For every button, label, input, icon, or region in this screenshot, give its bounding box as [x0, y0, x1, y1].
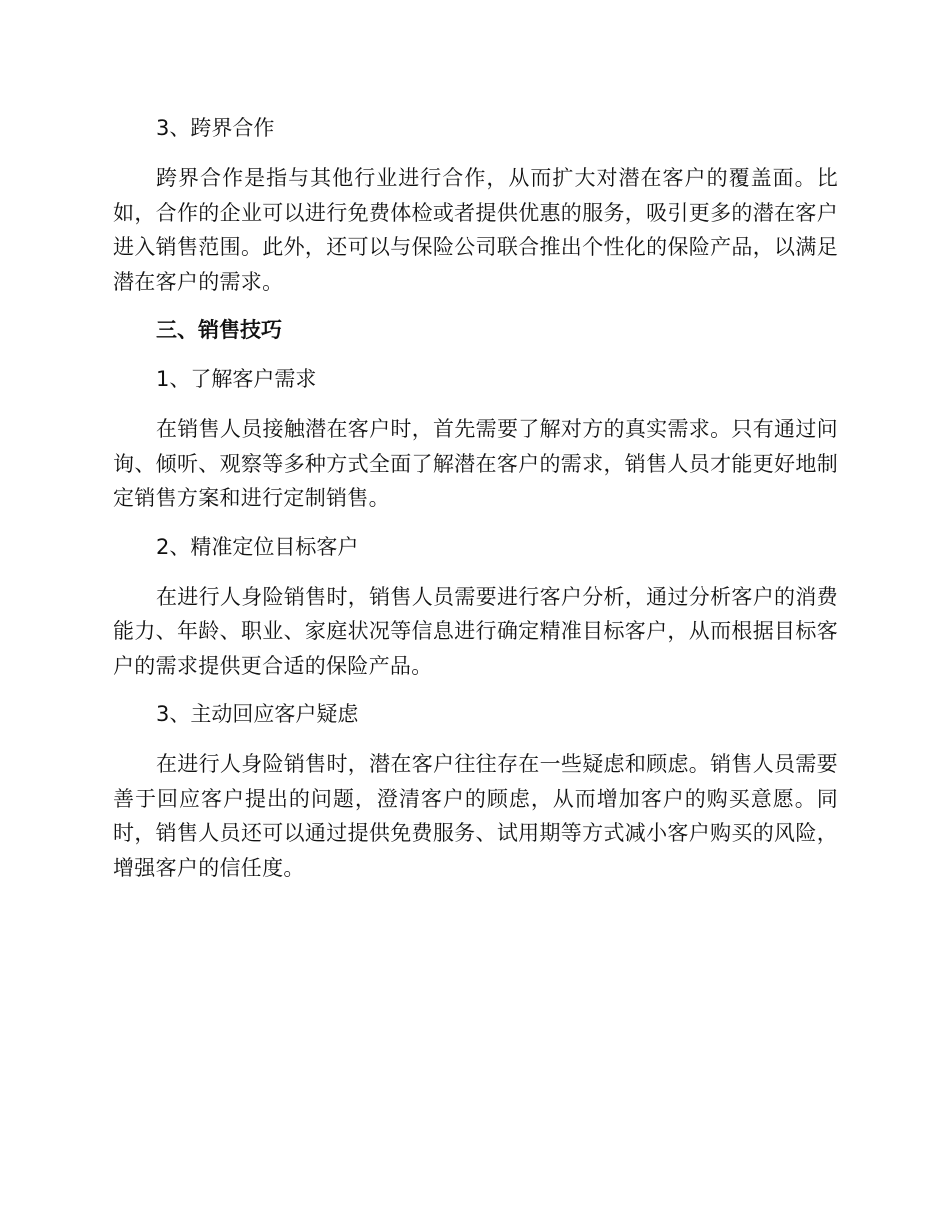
subheading-cross-industry-cooperation: 3、跨界合作 — [156, 116, 275, 140]
paragraph-respond-to-doubts: 在进行人身险销售时，潜在客户往往存在一些疑虑和顾虑。销售人员需要善于回应客户提出的问题，澄清客户的顾虑，从而增加客户的购买意愿。同时，销售人员还可以通过提供免费服务、试用期等方式减小客户购买的风险，增强客户的信任度。 — [113, 752, 838, 880]
document-body — [113, 112, 838, 885]
section-heading-sales-skills: 三、销售技巧 — [156, 318, 282, 342]
subheading-respond-to-doubts: 3、主动回应客户疑虑 — [156, 702, 359, 726]
paragraph-precise-targeting: 在进行人身险销售时，销售人员需要进行客户分析，通过分析客户的消费能力、年龄、职业、家庭状况等信息进行确定精准目标客户，从而根据目标客户的需求提供更合适的保险产品。 — [113, 584, 838, 678]
subheading-understand-needs: 1、了解客户需求 — [156, 367, 317, 391]
subheading-precise-targeting: 2、精准定位目标客户 — [156, 534, 359, 559]
paragraph-understand-needs: 在销售人员接触潜在客户时，首先需要了解对方的真实需求。只有通过问询、倾听、观察等多种方式全面了解潜在客户的需求，销售人员才能更好地制定销售方案和进行定制销售。 — [113, 417, 838, 510]
paragraph-cross-industry-cooperation: 跨界合作是指与其他行业进行合作，从而扩大对潜在客户的覆盖面。比如，合作的企业可以进行免费体检或者提供优惠的服务，吸引更多的潜在客户进入销售范围。此外，还可以与保险公司联合推出个性化的保险产品，以满足潜在客户的需求。 — [113, 166, 838, 294]
